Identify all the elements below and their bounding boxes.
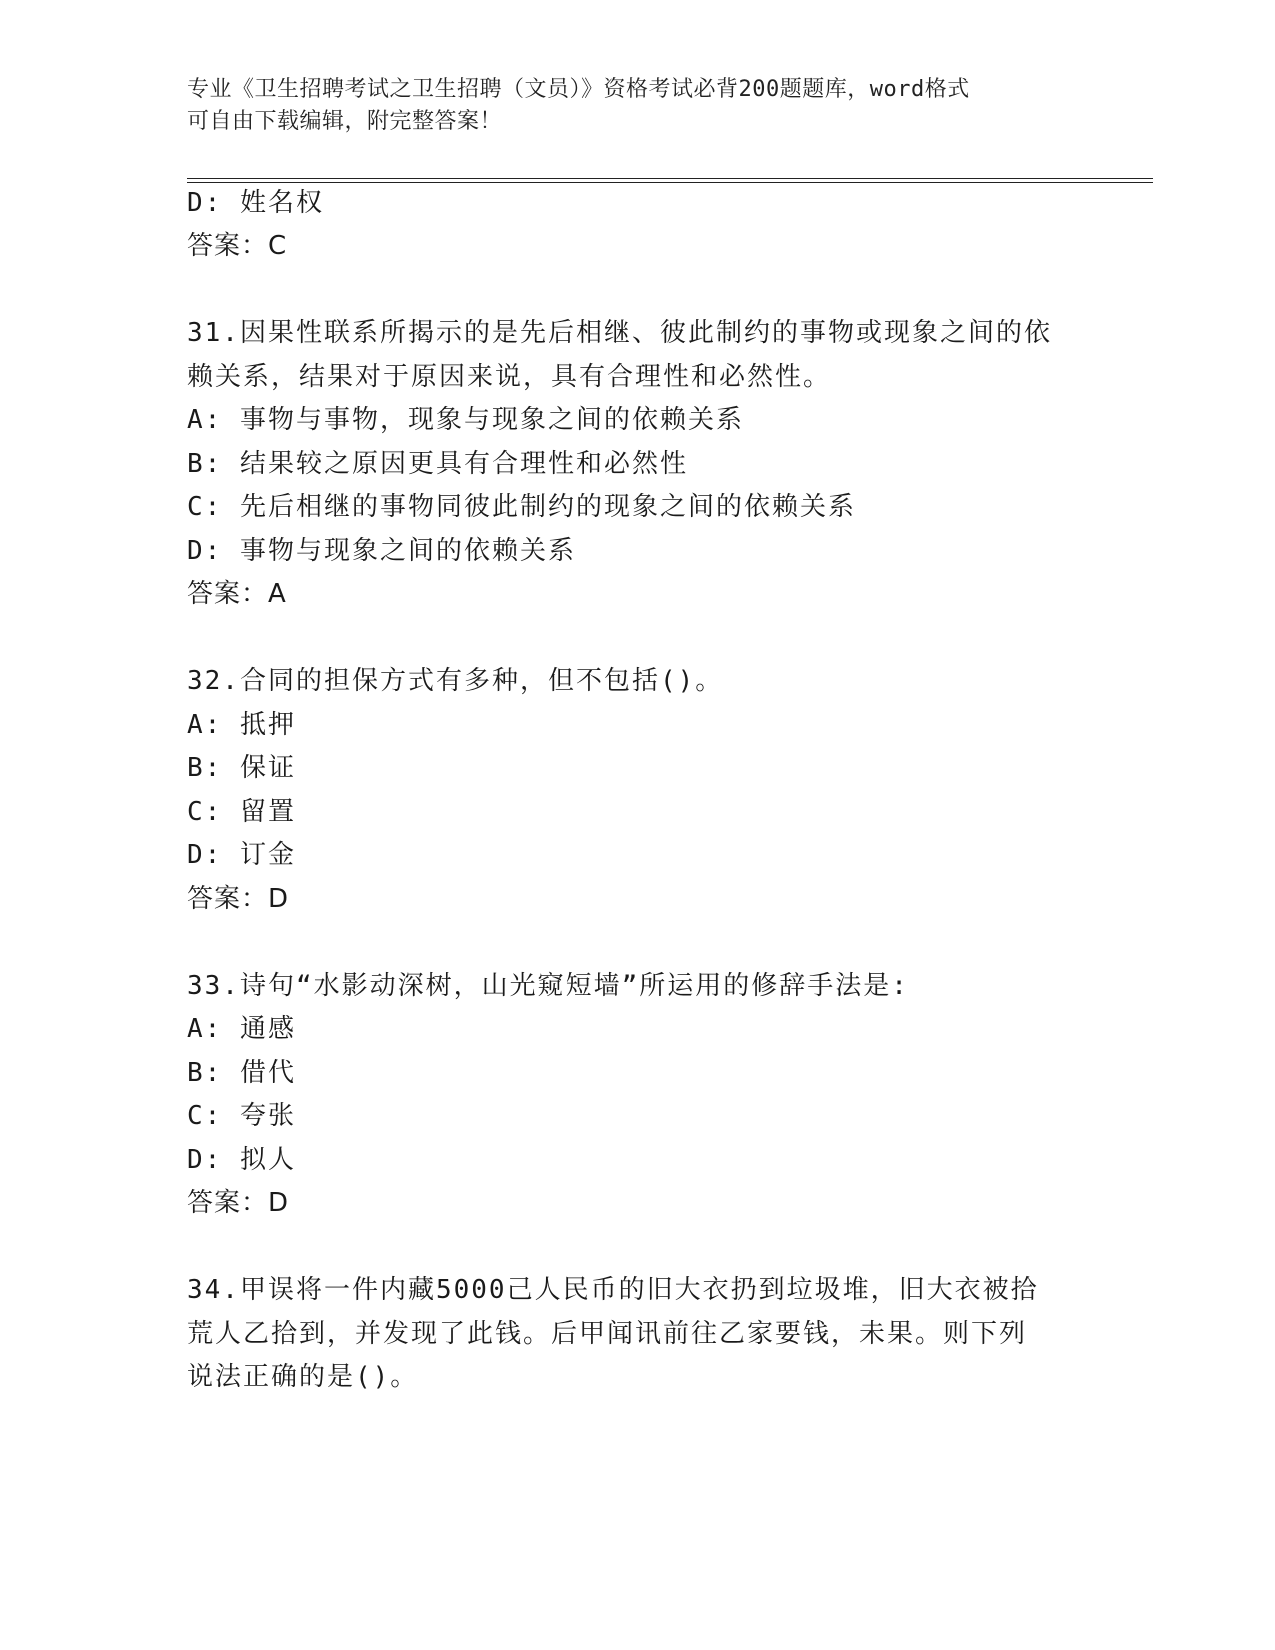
q31-option-b: B: 结果较之原因更具有合理性和必然性 xyxy=(187,449,688,479)
q32-option-b: B: 保证 xyxy=(187,753,296,783)
q34-stem-line-1: 34.甲误将一件内藏5000己人民币的旧大衣扔到垃圾堆，旧大衣被拾 xyxy=(187,1275,1039,1305)
q31-stem-line-1: 31.因果性联系所揭示的是先后相继、彼此制约的事物或现象之间的依 xyxy=(187,318,1052,348)
header-divider-top xyxy=(187,178,1153,179)
header-line-1: 专业《卫生招聘考试之卫生招聘（文员）》资格考试必背200题题库，word格式 xyxy=(187,77,970,102)
q32-option-c: C: 留置 xyxy=(187,797,296,827)
q33-option-a: A: 通感 xyxy=(187,1014,296,1044)
q31-option-a: A: 事物与事物，现象与现象之间的依赖关系 xyxy=(187,405,744,435)
q32-answer: 答案：D xyxy=(187,884,290,914)
q32-stem: 32.合同的担保方式有多种，但不包括()。 xyxy=(187,666,724,696)
prev-answer: 答案：C xyxy=(187,231,288,261)
q31-option-d: D: 事物与现象之间的依赖关系 xyxy=(187,536,576,566)
q34-stem-line-2: 荒人乙拾到，并发现了此钱。后甲闻讯前往乙家要钱，未果。则下列 xyxy=(187,1319,1028,1349)
q33-option-c: C: 夸张 xyxy=(187,1101,296,1131)
q31-option-c: C: 先后相继的事物同彼此制约的现象之间的依赖关系 xyxy=(187,492,856,522)
header-line-2: 可自由下载编辑，附完整答案！ xyxy=(187,109,503,134)
q32-option-d: D: 订金 xyxy=(187,840,296,870)
q34-stem-line-3: 说法正确的是()。 xyxy=(187,1362,419,1392)
q31-stem-line-2: 赖关系，结果对于原因来说，具有合理性和必然性。 xyxy=(187,362,832,392)
prev-option-d: D: 姓名权 xyxy=(187,188,324,218)
q31-answer: 答案：A xyxy=(187,579,287,609)
q33-stem: 33.诗句“水影动深树，山光窥短墙”所运用的修辞手法是: xyxy=(187,971,909,1001)
q33-option-d: D: 拟人 xyxy=(187,1145,296,1175)
q32-option-a: A: 抵押 xyxy=(187,710,296,740)
header-divider-bottom xyxy=(187,182,1153,183)
document-header xyxy=(187,74,1067,138)
q33-option-b: B: 借代 xyxy=(187,1058,296,1088)
q33-answer: 答案：D xyxy=(187,1188,290,1218)
